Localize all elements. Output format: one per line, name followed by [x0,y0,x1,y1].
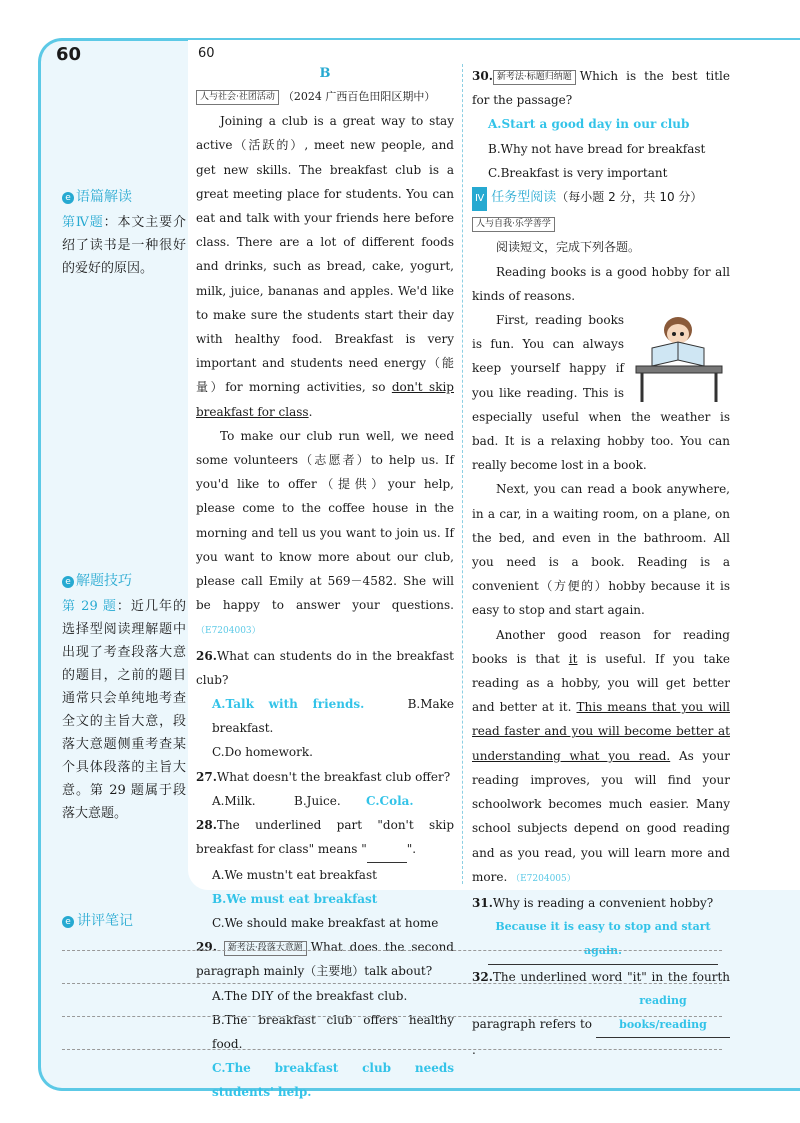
question-30-option-b: B.Why not have bread for breakfast [488,141,706,156]
info-icon: e [62,192,74,204]
answer-option: A.Talk with friends. [212,697,365,712]
passage-summary-head: e 语篇解读 [62,186,186,209]
question-26: 26.What can students do in the breakfast club? [196,648,454,687]
answer-text: Because it is easy to stop and start again. [488,915,718,964]
question-30-option-a: A.Start a good day in our club [488,117,690,132]
question-28-option-a: A.We mustn't eat breakfast [212,867,377,882]
page-number: 60 [56,44,82,65]
passage-b-tag-line: 人与社会·社团活动 （2024 广西百色田阳区期中） [196,84,454,109]
question-29-option-c: C.The breakfast club needs students' help. [212,1061,454,1100]
note-line[interactable] [62,1016,722,1017]
question-code: （E7204005） [511,873,576,884]
notes-icon: e [62,916,74,928]
underlined-it: it [568,651,578,666]
sidebar-tips [62,570,186,825]
question-28: 28.The underlined part "don't skip breakfast for class" means " ". [196,813,454,862]
passage-iv-para-1: Reading books is a good hobby for all kinds of reasons. [472,264,730,303]
passage-summary-text: 第Ⅳ题：本文主要介绍了读书是一种很好的爱好的原因。 [62,215,186,276]
page-number-small: 60 [198,46,215,61]
right-column [472,64,730,1062]
tips-head: e 解题技巧 [62,570,186,593]
question-27-options: A.Milk. B.Juice. C.Cola. [212,793,414,808]
question-28-option-c: C.We should make breakfast at home [212,915,439,930]
instructions: 阅读短文，完成下列各题。 [496,240,641,255]
note-line[interactable] [62,983,722,984]
passage-iv-para-2: First, reading books is fun. You can always keep yourself happy if you like reading. This is especially useful when the weather is bad. It is a relaxing hobby too. You can really become lost in a book. [472,308,730,477]
question-26-options-ab: A.Talk with friends. B.Make breakfast. [212,697,455,736]
section-iv-title: Ⅳ 任务型阅读（每小题 2 分，共 10 分） [472,185,730,211]
answer-blank [367,837,407,862]
question-26-option-c: C.Do homework. [212,745,313,760]
question-28-option-b: B.We must eat breakfast [212,891,378,906]
reading-boy-illustration [630,308,730,404]
note-line[interactable] [62,1049,722,1050]
new-method-tag: 新考法·段落大意题 [224,941,307,956]
answer-option: C.Cola. [366,793,414,808]
topic-tag: 人与自我·乐学善学 [472,217,555,232]
section-number: Ⅳ [472,187,487,211]
passage-b-para-1: Joining a club is a great way to stay active（活跃的）, meet new people, and get new skills. The breakfast club is a great meeting place for students. You can eat and talk with your friends here before class. There are a lot of different foods and drinks, such as bread, cake, yogurt, milk, juice, bananas and apples. We'd like to make sure the students start their day with healthy food. Breakfast is very important and students need energy（能量）for morning activities, so don't skip breakfast for class. [196,114,454,419]
passage-iv-para-4: Another good reason for reading books is that it is useful. If you take reading as a hobby, you will get better and better at it. This means that you will read faster and you will become better at understanding what you read. As your reading improves, you will find your schoolwork becomes much easier. Many school subjects depend on good reading and as you read, you will learn more and more. （E7204005） [472,627,730,884]
tips-text: 第 29 题：近几年的选择型阅读理解题中出现了考查段落大意的题目，之前的题目通常只会单纯地考查全文的主旨大意，段落大意题侧重考查某个具体段落的主旨大意。第 29 题属于段落大意题。 [62,599,186,821]
underlined-phrase: don't skip breakfast for class [196,380,454,419]
question-29: 29. 新考法·段落大意题 What does the second paragraph mainly（主要地）talk about? [196,940,454,979]
new-method-tag: 新考法·标题归纳题 [493,70,576,85]
question-27: 27.What doesn't the breakfast club offer? [196,769,451,784]
question-29-option-a: A.The DIY of the breakfast club. [212,988,408,1003]
passage-iv-para-3: Next, you can read a book anywhere, in a car, in a waiting room, on a plane, on the bed, and even in the bathroom. All you need is a book. Reading is a convenient（方便的）hobby because it is easy to stop and start again. [472,482,730,618]
question-32: 32.The underlined word "it" in the fourth paragraph refers to reading books/reading. [472,969,730,1058]
notes-head: e 讲评笔记 [62,910,133,930]
question-code: （E7204003） [196,626,261,637]
left-column [196,64,454,1105]
question-29-option-b: B.The breakfast club offers healthy food. [212,1012,454,1051]
section-b-title: B [319,66,331,81]
sidebar-passage-summary [62,186,186,280]
question-30: 30. 新考法·标题归纳题 Which is the best title for the passage? [472,69,730,108]
question-30-option-c: C.Breakfast is very important [488,165,668,180]
question-31: 31.Why is reading a convenient hobby? [472,895,714,910]
answer-text: reading books/reading [596,989,730,1038]
underlined-sentence: This means that you will read faster and you will become better at understanding what you read. [472,700,730,763]
question-31-answer-line [472,915,730,964]
note-line[interactable] [62,950,722,951]
column-divider [462,64,464,884]
section-iv-tag-line [472,211,730,235]
passage-b-para-2: To make our club run well, we need some volunteers（志愿者）to help us. If you'd like to offer（提供）your help, please come to the coffee house in the morning and tell us you want to join us. If you want to know more about our club, please call Emily at 569－4582. She will be happy to answer your questions. （E7204003） [196,428,454,637]
tip-icon: e [62,576,74,588]
topic-tag: 人与社会·社团活动 [196,90,279,105]
